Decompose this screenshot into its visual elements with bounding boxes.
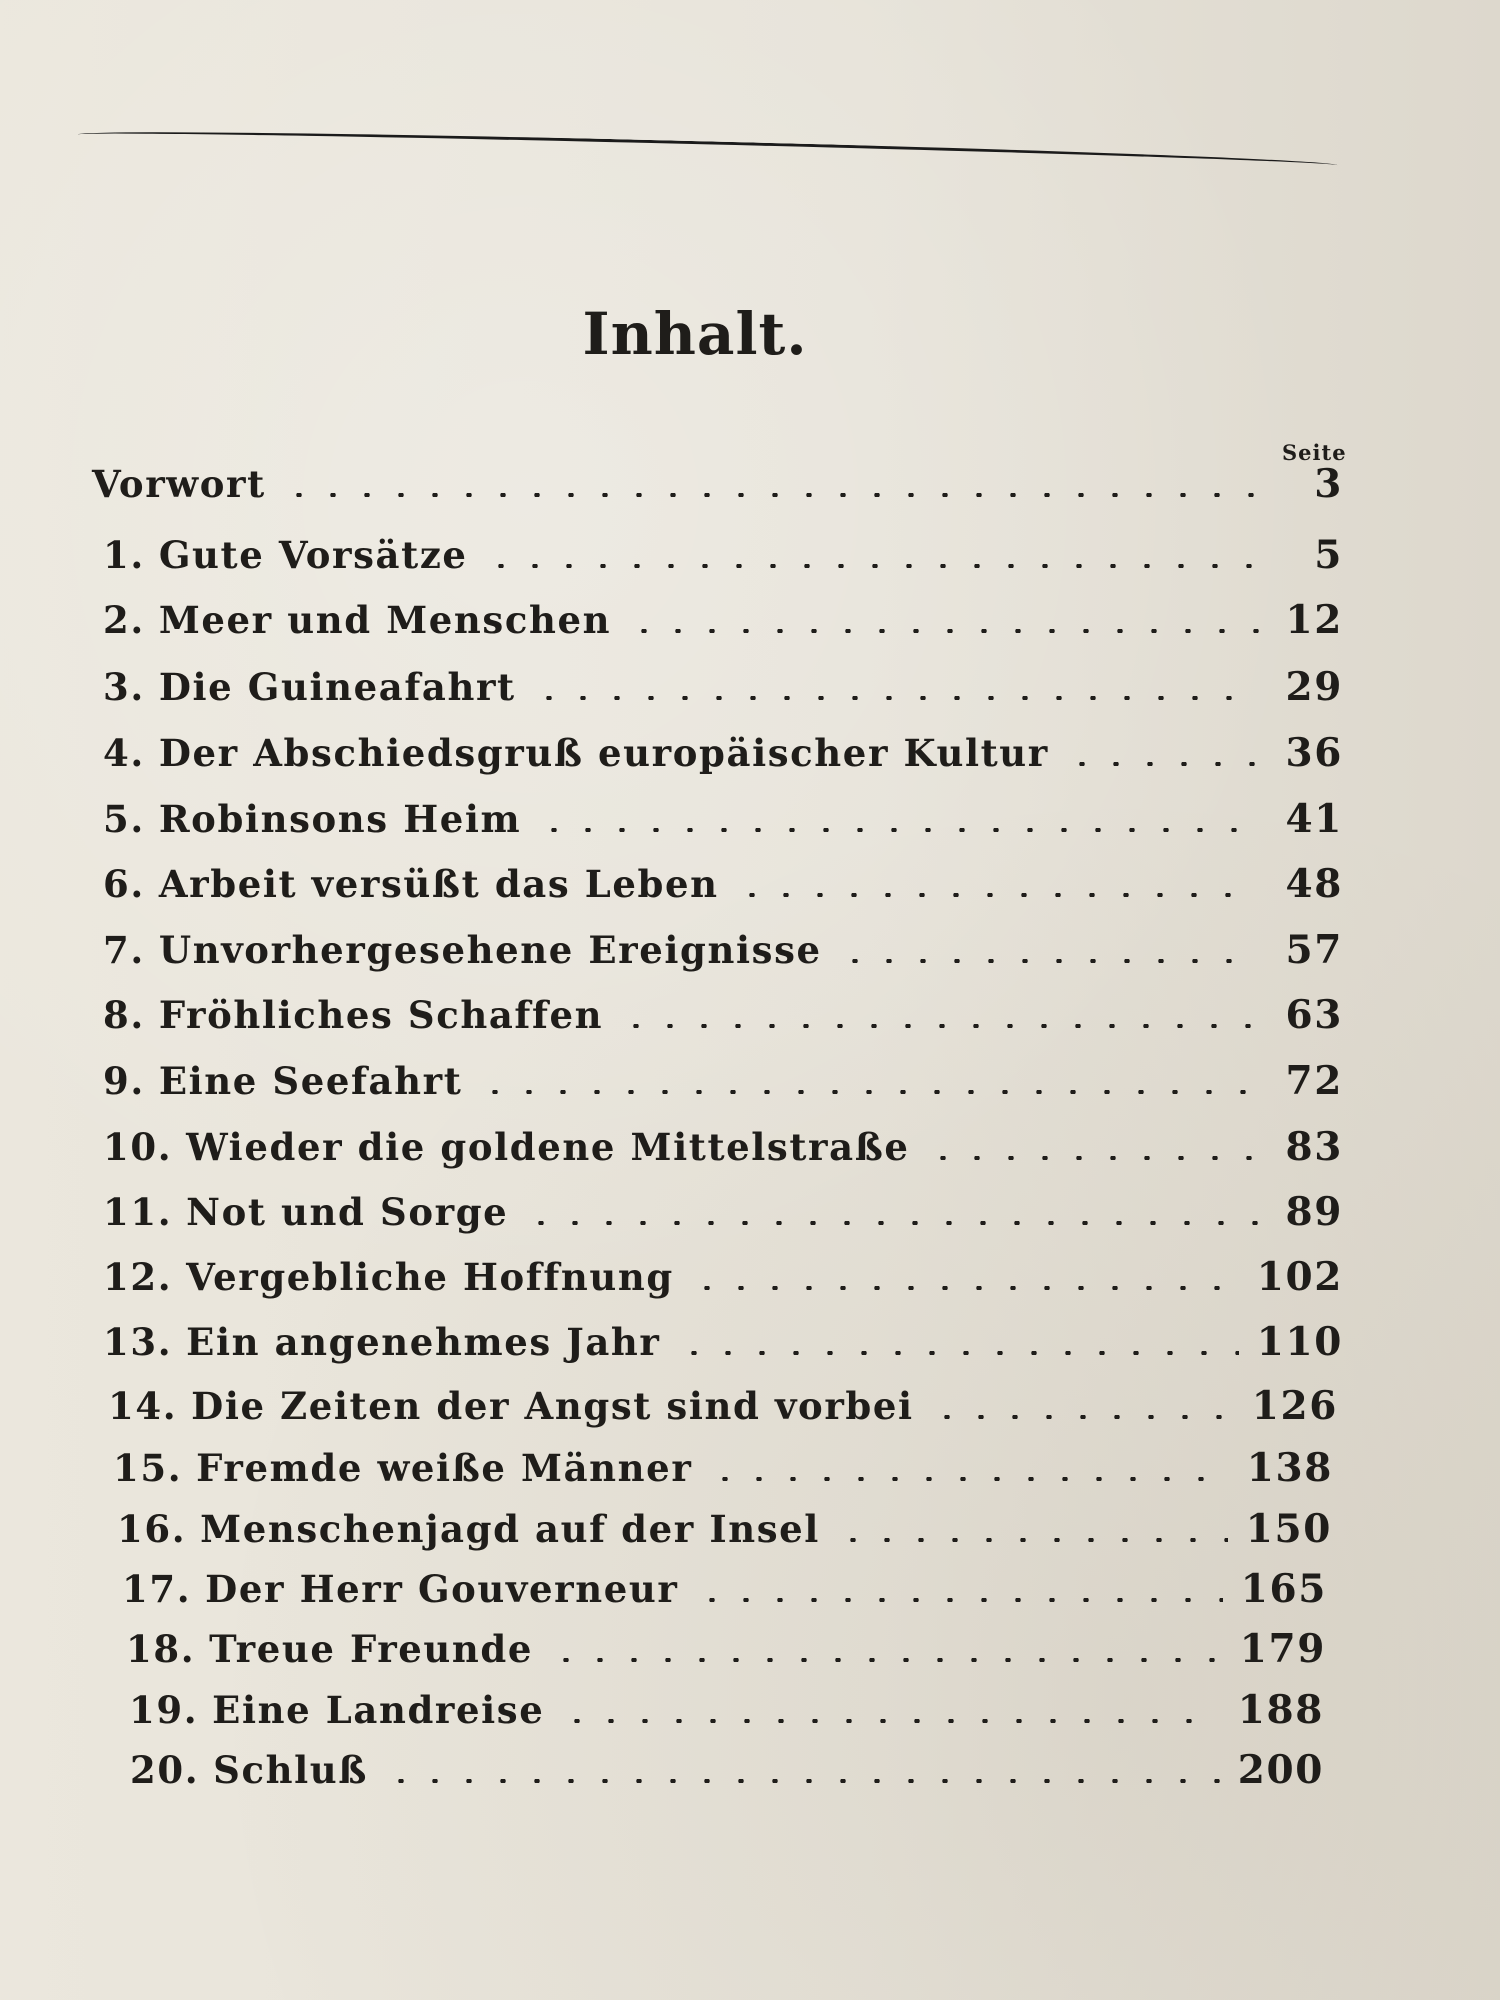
toc-entry	[117, 1500, 1332, 1558]
entry-page-number: 36	[1285, 730, 1343, 776]
dot-leader	[1065, 762, 1259, 766]
entry-title: Unvorhergesehene Ereignisse	[158, 928, 822, 972]
toc-entry	[103, 855, 1343, 913]
entry-title: Der Abschiedsgruß europäischer Kultur	[158, 731, 1049, 775]
entry-page-number: 126	[1251, 1383, 1338, 1429]
toc-entry	[126, 1620, 1326, 1678]
dot-leader	[735, 893, 1259, 897]
entry-number: 1.	[103, 533, 145, 577]
entry-title: Fremde weiße Männer	[196, 1446, 693, 1490]
entry-title: Schluß	[213, 1748, 368, 1792]
entry-number: 13.	[103, 1320, 173, 1364]
entry-page-number: 48	[1285, 861, 1343, 907]
entry-number: 2.	[103, 598, 145, 642]
entry-page-number: 110	[1256, 1319, 1343, 1365]
entry-title: Wieder die goldene Mittelstraße	[186, 1125, 910, 1169]
page-column-label: Seite	[1282, 440, 1347, 465]
entry-title: Die Guineafahrt	[158, 665, 516, 709]
toc-entry	[103, 658, 1343, 716]
dot-leader	[838, 959, 1259, 963]
dot-leader	[478, 1090, 1259, 1094]
dot-leader	[627, 629, 1259, 633]
entry-number: 11.	[103, 1190, 173, 1234]
entry-number: 16.	[117, 1507, 187, 1551]
dot-leader	[532, 696, 1259, 700]
dot-leader	[524, 1221, 1259, 1225]
toc-entry	[103, 1248, 1343, 1306]
toc-entry	[103, 1183, 1343, 1241]
entry-title: Robinsons Heim	[158, 797, 522, 841]
toc-entry	[130, 1741, 1324, 1799]
entry-page-number: 89	[1285, 1189, 1343, 1235]
entry-number: 18.	[126, 1627, 196, 1671]
entry-page-number: 3	[1314, 461, 1343, 507]
toc-entry	[103, 921, 1343, 979]
toc-entry	[122, 1560, 1327, 1618]
entry-page-number: 102	[1256, 1254, 1343, 1300]
entry-number: 7.	[103, 928, 145, 972]
entry-title: Der Herr Gouverneur	[205, 1567, 679, 1611]
entry-number: 5.	[103, 797, 145, 841]
toc-entry	[113, 1439, 1333, 1497]
entry-page-number: 165	[1240, 1566, 1327, 1612]
entry-number: 15.	[113, 1446, 183, 1490]
entry-title: Vergebliche Hoffnung	[186, 1255, 674, 1299]
entry-title: Meer und Menschen	[158, 598, 612, 642]
entry-page-number: 29	[1285, 664, 1343, 710]
toc-entry	[78, 455, 1343, 513]
toc-entry	[103, 526, 1343, 584]
entry-number: 3.	[103, 665, 145, 709]
dot-leader	[619, 1024, 1259, 1028]
entry-page-number: 83	[1285, 1124, 1343, 1170]
dot-leader	[695, 1598, 1223, 1602]
entry-number: 20.	[130, 1748, 200, 1792]
entry-number: 19.	[129, 1688, 199, 1732]
entry-number: 9.	[103, 1059, 145, 1103]
entry-page-number: 200	[1237, 1747, 1324, 1793]
entry-title: Arbeit versüßt das Leben	[158, 862, 719, 906]
toc-entry	[103, 591, 1343, 649]
dot-leader	[926, 1156, 1259, 1160]
entry-title: Vorwort	[92, 462, 266, 506]
dot-leader	[282, 493, 1259, 497]
dot-leader	[484, 564, 1259, 568]
entry-title: Die Zeiten der Angst sind vorbei	[191, 1384, 914, 1428]
toc-entry	[108, 1377, 1338, 1435]
page-title: Inhalt.	[582, 300, 808, 368]
entry-page-number: 41	[1285, 796, 1343, 842]
entry-title: Eine Seefahrt	[158, 1059, 463, 1103]
entry-number: 14.	[108, 1384, 178, 1428]
entry-page-number: 72	[1285, 1058, 1343, 1104]
entry-page-number: 5	[1314, 532, 1343, 578]
dot-leader	[549, 1658, 1222, 1662]
entry-page-number: 63	[1285, 992, 1343, 1038]
entry-page-number: 188	[1237, 1687, 1324, 1733]
dot-leader	[690, 1286, 1239, 1290]
entry-number: 17.	[122, 1567, 192, 1611]
entry-number: 12.	[103, 1255, 173, 1299]
toc-entry	[103, 790, 1343, 848]
entry-page-number: 150	[1245, 1506, 1332, 1552]
entry-title: Gute Vorsätze	[158, 533, 468, 577]
toc-entry	[129, 1681, 1324, 1739]
toc-entry	[103, 724, 1343, 782]
toc-entry	[103, 1313, 1343, 1371]
entry-title: Fröhliches Schaffen	[158, 993, 604, 1037]
entry-number: 4.	[103, 731, 145, 775]
dot-leader	[930, 1415, 1234, 1419]
entry-page-number: 57	[1285, 927, 1343, 973]
dot-leader	[708, 1477, 1228, 1481]
dot-leader	[537, 828, 1259, 832]
entry-title: Not und Sorge	[186, 1190, 509, 1234]
entry-page-number: 138	[1246, 1445, 1333, 1491]
entry-number: 10.	[103, 1125, 173, 1169]
dot-leader	[836, 1538, 1228, 1542]
entry-title: Treue Freunde	[209, 1627, 534, 1671]
entry-number: 8.	[103, 993, 145, 1037]
entry-title: Menschenjagd auf der Insel	[200, 1507, 820, 1551]
entry-title: Eine Landreise	[212, 1688, 545, 1732]
dot-leader	[560, 1719, 1219, 1723]
entry-title: Ein angenehmes Jahr	[186, 1320, 661, 1364]
entry-number: 6.	[103, 862, 145, 906]
entry-page-number: 179	[1239, 1626, 1326, 1672]
toc-entry	[103, 1052, 1343, 1110]
entry-page-number: 12	[1285, 597, 1343, 643]
dot-leader	[677, 1351, 1239, 1355]
toc-entry	[103, 986, 1343, 1044]
toc-entry	[103, 1118, 1343, 1176]
dot-leader	[384, 1779, 1220, 1783]
